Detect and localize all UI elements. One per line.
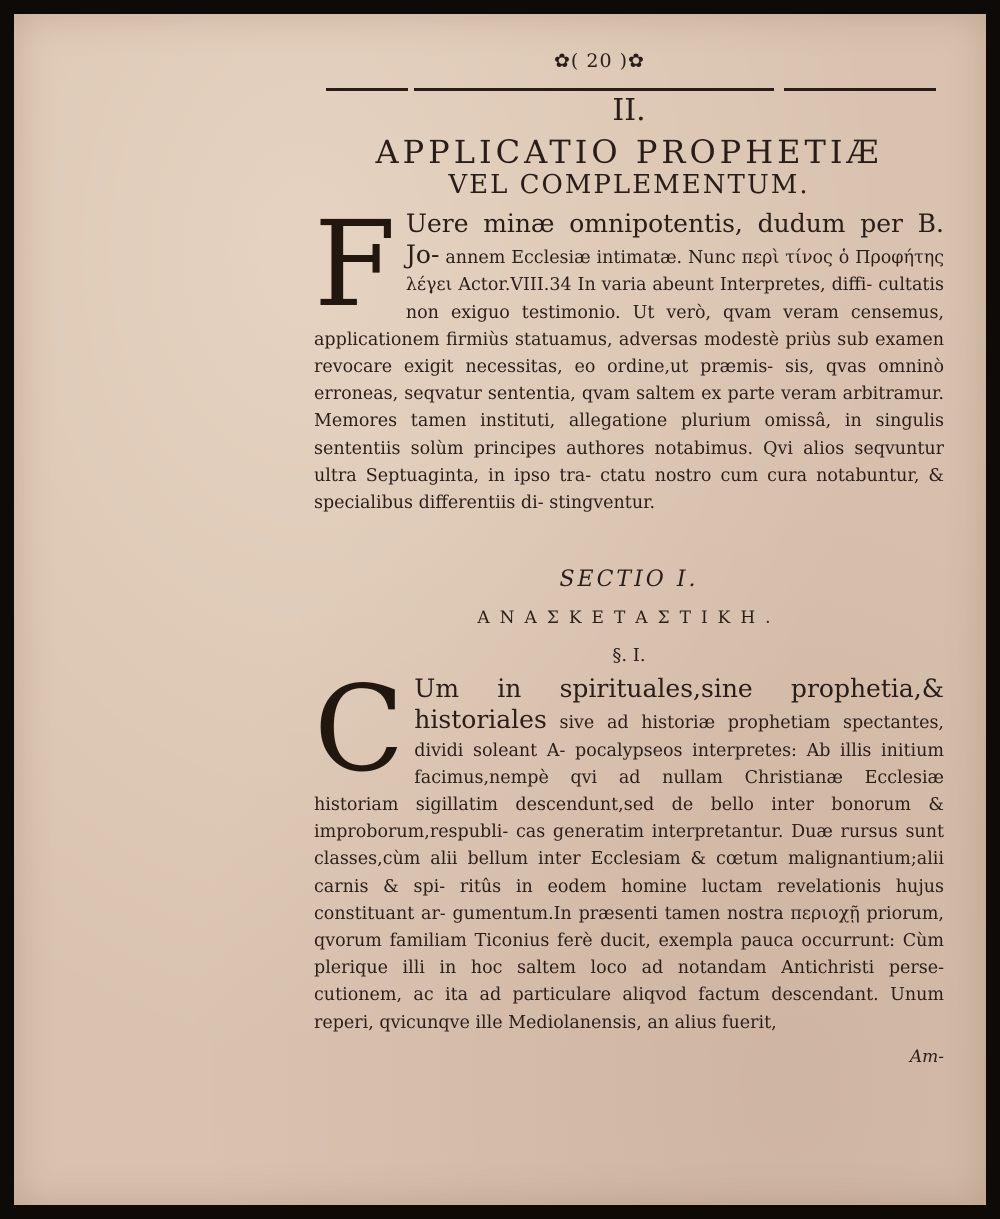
paragraph-intro-text: annem Ecclesiæ intimatæ. Nunc περὶ τίνος ὁ Προφήτης λέγει Actor.VIII.34 In varia abeunt Interpretes, diffi- cultatis non exiguo testimonio. Ut verò, qvam veram censemus, applicationem firmiùs statuamus, adversas modestè priùs sub examen revocare exigit necessitas, eo ordine,ut præmis- sis, qvas omninò erroneas, seqvatur sententia, qvam saltem ex parte veram arbitramur. Memores tamen instituti, allegatione plurium omissâ, in singulis sententiis solùm principes authores notabimus. Qvi alios seqvuntur ultra Septuaginta, in ipso tra- ctatu nostro cum cura notabuntur, & specialibus differentiis di- stingventur. — [314, 248, 944, 514]
header-rule-center — [414, 88, 774, 91]
paragraph-mark: §. I. — [612, 645, 646, 667]
paragraph-section-lead: Um in spirituales,sine prophetia,& historiales — [414, 674, 944, 735]
running-header — [314, 44, 944, 94]
paragraph-intro-lead: Uere minæ omnipotentis, dudum per B. Jo- — [405, 209, 944, 270]
section-heading: SECTIO I. — [559, 567, 699, 593]
paragraph-section-text: sive ad historiæ prophetiam spectantes, dividi soleant A- pocalypseos interpretes: Ab illis initium facimus,nempè qvi ad nullam Christianæ Ecclesiæ historiam sigillatim descendunt,sed de bello inter bonorum & improborum,respubli- cas generatim interpretantur. Duæ rursus sunt classes,cùm alii bellum inter Ecclesiam & cœtum malignantium;alii carnis & spi- ritûs in eodem homine luctam revelationis hujus constituant ar- gumentum.In præsenti tamen nostra περιοχῇ priorum, qvorum familiam Ticonius ferè ducit, exempla pauca occurrunt: Cùm plerique illi in hoc saltem loco ad notandam Antichristi perse- cutionem, ac ita ad particulare aliqvod factum descendant. Unum reperi, qvicunqve ille Mediolanensis, an alius fuerit, — [314, 713, 944, 1033]
text-block — [314, 44, 944, 1067]
greek-heading: ΑΝΑΣΚΕΤΑΣΤΙΚΗ. — [477, 608, 781, 629]
dropcap-c: C — [314, 660, 405, 799]
section-number: II. — [612, 93, 646, 128]
paragraph-section — [314, 660, 944, 1037]
header-rule-right — [784, 88, 936, 91]
paragraph-intro — [314, 195, 944, 517]
header-rule-left — [326, 88, 408, 91]
page-number: ✿( 20 )✿ — [554, 50, 645, 72]
dropcap-f: F — [314, 195, 396, 333]
chapter-title: APPLICATIO PROPHETIÆ — [375, 133, 883, 171]
chapter-subtitle: VEL COMPLEMENTUM. — [448, 170, 810, 200]
catchword: Am- — [909, 1046, 944, 1067]
book-page — [14, 14, 986, 1205]
